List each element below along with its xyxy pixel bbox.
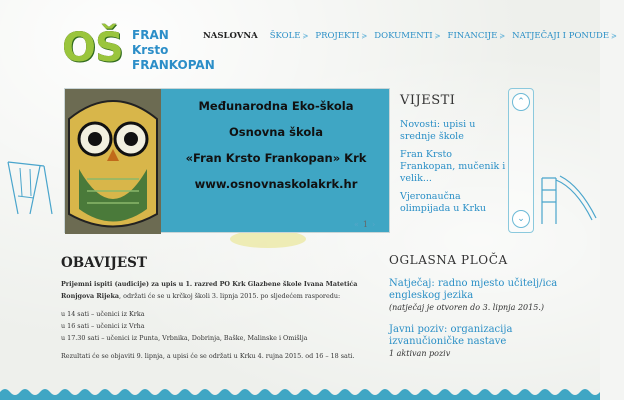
schedule-item: u 17.30 sati – učenici iz Punta, Vrbnika, Dobrinja, Baške, Malinske i Omišlja xyxy=(61,334,308,342)
prev-slide-icon[interactable]: « xyxy=(354,220,359,229)
news-item[interactable]: Novosti: upisi u srednje škole xyxy=(400,119,476,142)
slider-pager xyxy=(354,220,375,229)
nav-item-natjecaji[interactable] xyxy=(512,31,624,41)
chevron-down-icon: ≽ xyxy=(611,32,617,40)
logo-line-2: Krsto xyxy=(132,43,169,57)
school-logo[interactable] xyxy=(56,20,216,80)
chevron-down-icon: ≽ xyxy=(434,32,441,40)
nav-item-skole[interactable] xyxy=(270,31,316,41)
news-title: VIJESTI xyxy=(400,93,456,108)
slide-line-2: Osnovna škola xyxy=(229,125,323,139)
notice-board-title: OGLASNA PLOČA xyxy=(389,253,508,267)
nav-label: DOKUMENTI xyxy=(374,31,433,41)
nav-label: PROJEKTI xyxy=(315,31,360,41)
news-item[interactable]: Fran Krsto Frankopan, mučenik i velik... xyxy=(400,149,506,184)
nav-item-naslovna[interactable] xyxy=(203,31,270,41)
schedule-item: u 16 sati – učenici iz Vrha xyxy=(61,322,145,330)
nav-label: NASLOVNA xyxy=(203,31,258,41)
logo-line-3: FRANKOPAN xyxy=(132,58,215,72)
main-nav xyxy=(203,31,624,41)
slide-line-3: «Fran Krsto Frankopan» Krk xyxy=(185,151,367,165)
schedule-item: u 14 sati – učenici iz Krka xyxy=(61,310,145,318)
announcement xyxy=(61,255,366,362)
nav-label: NATJEČAJI I PONUDE xyxy=(512,31,610,41)
owl-emblem-icon xyxy=(65,89,161,234)
nav-item-dokumenti[interactable] xyxy=(374,31,447,41)
notice-subtitle: 1 aktivan poziv xyxy=(389,349,451,358)
nav-label: FINANCIJE xyxy=(447,31,498,41)
scroll-up-icon[interactable]: ⌃ xyxy=(512,93,530,111)
nav-item-projekti[interactable] xyxy=(315,31,374,41)
news-item[interactable]: Vjeronaučna olimpijada u Krku xyxy=(400,191,486,214)
scroll-down-icon[interactable]: ⌄ xyxy=(512,210,530,228)
chevron-down-icon: ≽ xyxy=(361,32,368,40)
announcement-footer: Rezultati će se objaviti 9. lipnja, a upisi će se održati u Krku 4. rujna 2015. od 16 – 18 sati. xyxy=(61,352,355,360)
slide-caption xyxy=(165,93,387,197)
hero-slider[interactable] xyxy=(64,88,390,233)
announcement-intro-bold: Prijemni ispiti (audicije) za upis u 1. razred PO Krk Glazbene škole Ivana Matetića Ronjgova Rijeka xyxy=(61,280,358,300)
notice-link[interactable]: Natječaj: radno mjesto učitelj/ica engleskog jezika xyxy=(389,278,558,301)
slider-page-number[interactable]: 1 xyxy=(362,220,368,229)
chevron-down-icon: ≽ xyxy=(302,32,309,40)
slide-line-url: www.osnovnaskolakrk.hr xyxy=(194,177,358,191)
nav-label: ŠKOLE xyxy=(269,31,301,41)
announcement-title: OBAVIJEST xyxy=(61,255,147,271)
chevron-down-icon: ≽ xyxy=(499,32,506,40)
notice-subtitle: (natječaj je otvoren do 3. lipnja 2015.) xyxy=(389,303,544,312)
logo-mark: OŠ xyxy=(62,25,123,71)
swing-illustration xyxy=(0,158,62,218)
notice-board xyxy=(389,253,569,359)
playground-slide-illustration xyxy=(536,158,598,228)
schedule-list xyxy=(61,308,366,344)
announcement-intro xyxy=(61,278,366,302)
announcement-intro-rest: , održati će se u krčkoj školi 3. lipnja 2015. po sljedećem rasporedu: xyxy=(119,292,341,300)
notice-link[interactable]: Javni poziv: organizacija izvanučioničke nastave xyxy=(389,324,513,347)
news-scroller xyxy=(508,88,534,233)
next-slide-icon[interactable]: › xyxy=(372,220,376,229)
nav-item-financije[interactable] xyxy=(448,31,513,41)
owl-logo-image xyxy=(65,89,161,234)
logo-line-1: FRAN xyxy=(132,28,169,42)
slide-line-1: Međunarodna Eko-škola xyxy=(198,99,354,113)
news-panel xyxy=(400,93,508,215)
footer-wave-border xyxy=(0,386,600,400)
